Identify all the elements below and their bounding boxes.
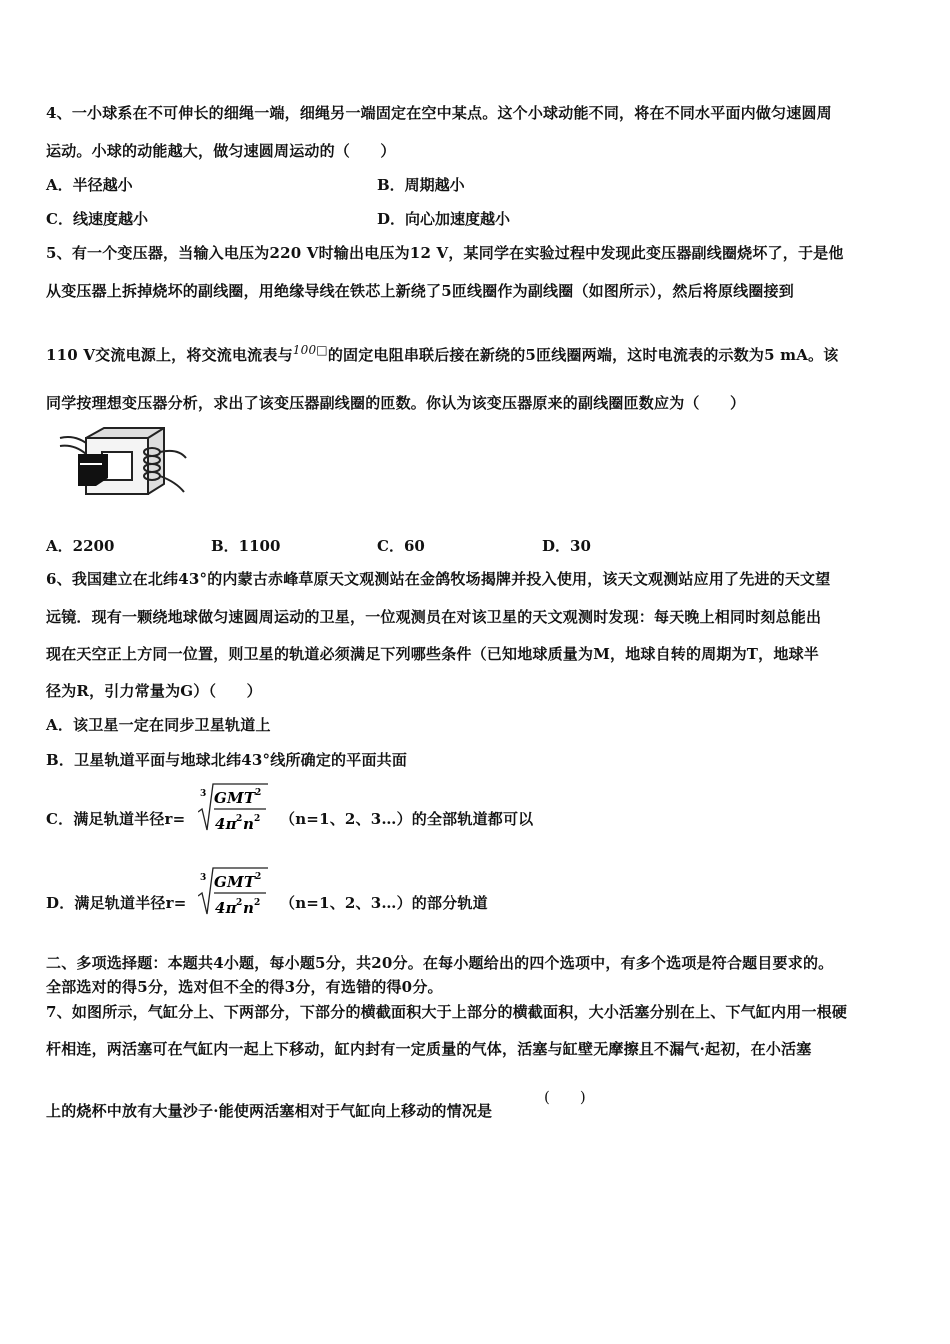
q5-line-4: 同学按理想变压器分析，求出了该变压器副线圈的匝数。你认为该变压器原来的副线圈匝数应为（ ） (46, 394, 746, 412)
q5-line-1: 5、有一个变压器，当输入电压为220 V时输出电压为12 V，某同学在实验过程中发现此变压器副线圈烧坏了，于是他 (46, 244, 844, 262)
q4-option-d: D．向心加速度越小 (377, 210, 511, 228)
n-exponent: 2 (254, 814, 261, 824)
denominator-pi: 4π (215, 815, 237, 833)
q6-line-4: 径为R，引力常量为G）（ ） (46, 682, 262, 700)
orbit-radius-formula-d (198, 866, 270, 920)
q5-option-b: B．1100 (211, 537, 281, 555)
pi-exponent: 2 (236, 814, 243, 824)
q6-option-c-prefix: C．满足轨道半径r= (46, 810, 186, 828)
q5-option-a: A．2200 (46, 537, 115, 555)
q5-line-3-end: 的固定电阻串联后接在新绕的5匝线圈两端，这时电流表的示数为5 mA。该 (327, 346, 839, 364)
numerator-exponent: 2 (255, 872, 262, 882)
cube-root-index: 3 (200, 789, 207, 799)
numerator-exponent: 2 (255, 788, 262, 798)
q6-line-2: 远镜．现有一颗绕地球做匀速圆周运动的卫星，一位观测员在对该卫星的天文观测时发现：每天晚上相同时刻总能出 (46, 608, 822, 626)
q4-option-b: B．周期越小 (377, 176, 465, 194)
resistance-value: 100□ (292, 343, 328, 357)
q4-line-2: 运动。小球的动能越大，做匀速圆周运动的（ ） (46, 142, 396, 160)
q7-answer-bracket: ( ) (544, 1088, 586, 1106)
q4-line-1: 4、一小球系在不可伸长的细绳一端，细绳另一端固定在空中某点。这个小球动能不同，将在不同水平面内做匀速圆周 (46, 104, 832, 122)
denominator-n: n (243, 899, 255, 917)
q6-line-3: 现在天空正上方同一位置，则卫星的轨道必须满足下列哪些条件（已知地球质量为M，地球自转的周期为T，地球半 (46, 645, 819, 663)
q4-option-c: C．线速度越小 (46, 210, 148, 228)
section-2-line-2: 全部选对的得5分，选对但不全的得3分，有选错的得0分。 (46, 978, 443, 996)
q7-line-3: 上的烧杯中放有大量沙子·能使两活塞相对于气缸向上移动的情况是 (46, 1102, 493, 1120)
q4-option-a: A．半径越小 (46, 176, 133, 194)
q6-option-d-prefix: D．满足轨道半径r= (46, 894, 187, 912)
q7-line-2: 杆相连，两活塞可在气缸内一起上下移动，缸内封有一定质量的气体，活塞与缸壁无摩擦且不漏气·起初，在小活塞 (46, 1040, 812, 1058)
q6-option-a: A．该卫星一定在同步卫星轨道上 (46, 716, 271, 734)
q7-line-1: 7、如图所示，气缸分上、下两部分，下部分的横截面积大于上部分的横截面积，大小活塞分别在上、下气缸内用一根硬 (46, 1003, 848, 1021)
section-2-line-1: 二、多项选择题：本题共4小题，每小题5分，共20分。在每小题给出的四个选项中，有多个选项是符合题目要求的。 (46, 954, 834, 972)
q6-option-c-suffix: （n=1、2、3…）的全部轨道都可以 (280, 810, 534, 828)
formula-numerator: GMT (214, 873, 256, 891)
pi-exponent: 2 (236, 898, 243, 908)
n-exponent: 2 (254, 898, 261, 908)
q5-option-c: C．60 (377, 537, 425, 555)
q6-option-b: B．卫星轨道平面与地球北纬43°线所确定的平面共面 (46, 751, 408, 769)
orbit-radius-formula-c (198, 782, 270, 836)
q5-line-3-start: 110 V交流电源上，将交流电流表与 (46, 346, 293, 364)
q5-line-3 (46, 343, 838, 365)
q5-option-d: D．30 (542, 537, 591, 555)
q5-line-2: 从变压器上拆掉烧坏的副线圈，用绝缘导线在铁芯上新绕了5匝线圈作为副线圈（如图所示），然后将原线圈接到 (46, 282, 794, 300)
denominator-pi: 4π (215, 899, 237, 917)
q6-line-1: 6、我国建立在北纬43°的内蒙古赤峰草原天文观测站在金鸽牧场揭牌并投入使用，该天文观测站应用了先进的天文望 (46, 570, 831, 588)
transformer-figure (56, 424, 188, 504)
cube-root-index: 3 (200, 873, 207, 883)
formula-numerator: GMT (214, 789, 256, 807)
q6-option-d-suffix: （n=1、2、3…）的部分轨道 (280, 894, 488, 912)
denominator-n: n (243, 815, 255, 833)
